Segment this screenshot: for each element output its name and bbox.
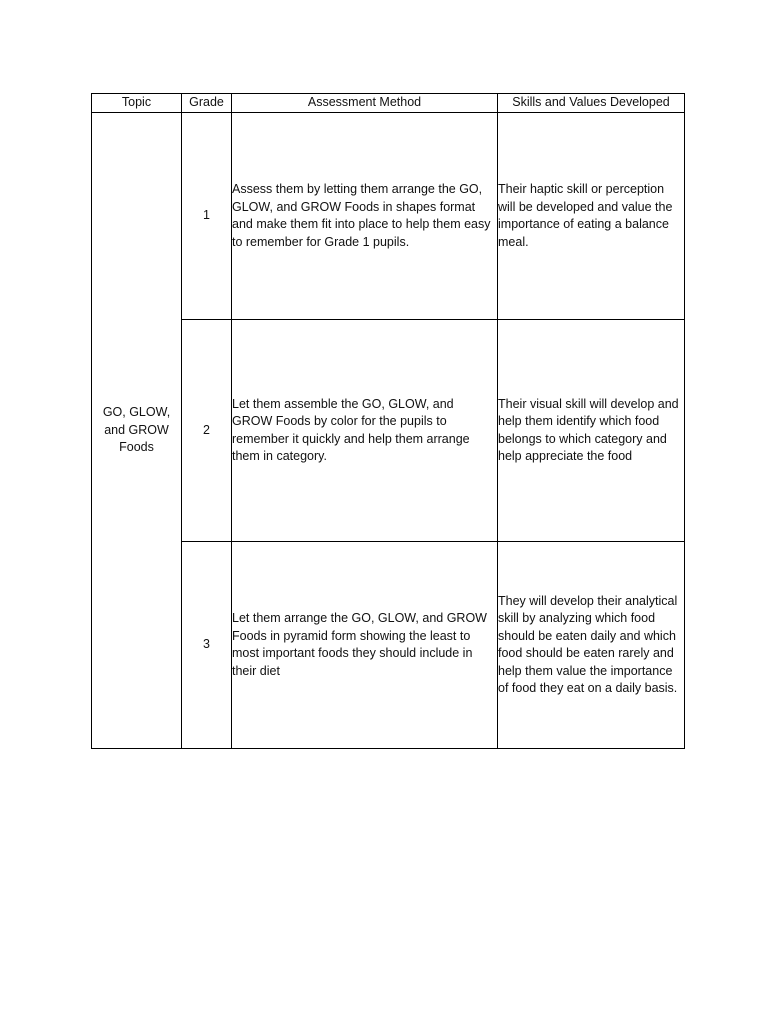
grade-cell: 2 bbox=[182, 320, 232, 542]
table-header-row bbox=[92, 94, 685, 113]
header-topic: Topic bbox=[92, 94, 182, 113]
table-row bbox=[92, 113, 685, 320]
header-assessment-method: Assessment Method bbox=[232, 94, 498, 113]
assessment-method-cell: Let them assemble the GO, GLOW, and GROW Foods by color for the pupils to remember it quickly and help them arrange them in category. bbox=[232, 320, 498, 542]
skills-values-cell: Their haptic skill or perception will be developed and value the importance of eating a balance meal. bbox=[498, 113, 685, 320]
skills-values-cell: They will develop their analytical skill by analyzing which food should be eaten daily and which food should be eaten rarely and help them value the importance of food they eat on a daily basis. bbox=[498, 542, 685, 749]
header-skills-values: Skills and Values Developed bbox=[498, 94, 685, 113]
grade-cell: 3 bbox=[182, 542, 232, 749]
assessment-method-cell: Assess them by letting them arrange the GO, GLOW, and GROW Foods in shapes format and make them fit into place to help them easy to remember for Grade 1 pupils. bbox=[232, 113, 498, 320]
assessment-table bbox=[91, 93, 685, 749]
header-grade: Grade bbox=[182, 94, 232, 113]
topic-cell: GO, GLOW, and GROW Foods bbox=[92, 113, 182, 749]
assessment-method-cell: Let them arrange the GO, GLOW, and GROW Foods in pyramid form showing the least to most important foods they should include in their diet bbox=[232, 542, 498, 749]
grade-cell: 1 bbox=[182, 113, 232, 320]
skills-values-cell: Their visual skill will develop and help them identify which food belongs to which category and help appreciate the food bbox=[498, 320, 685, 542]
